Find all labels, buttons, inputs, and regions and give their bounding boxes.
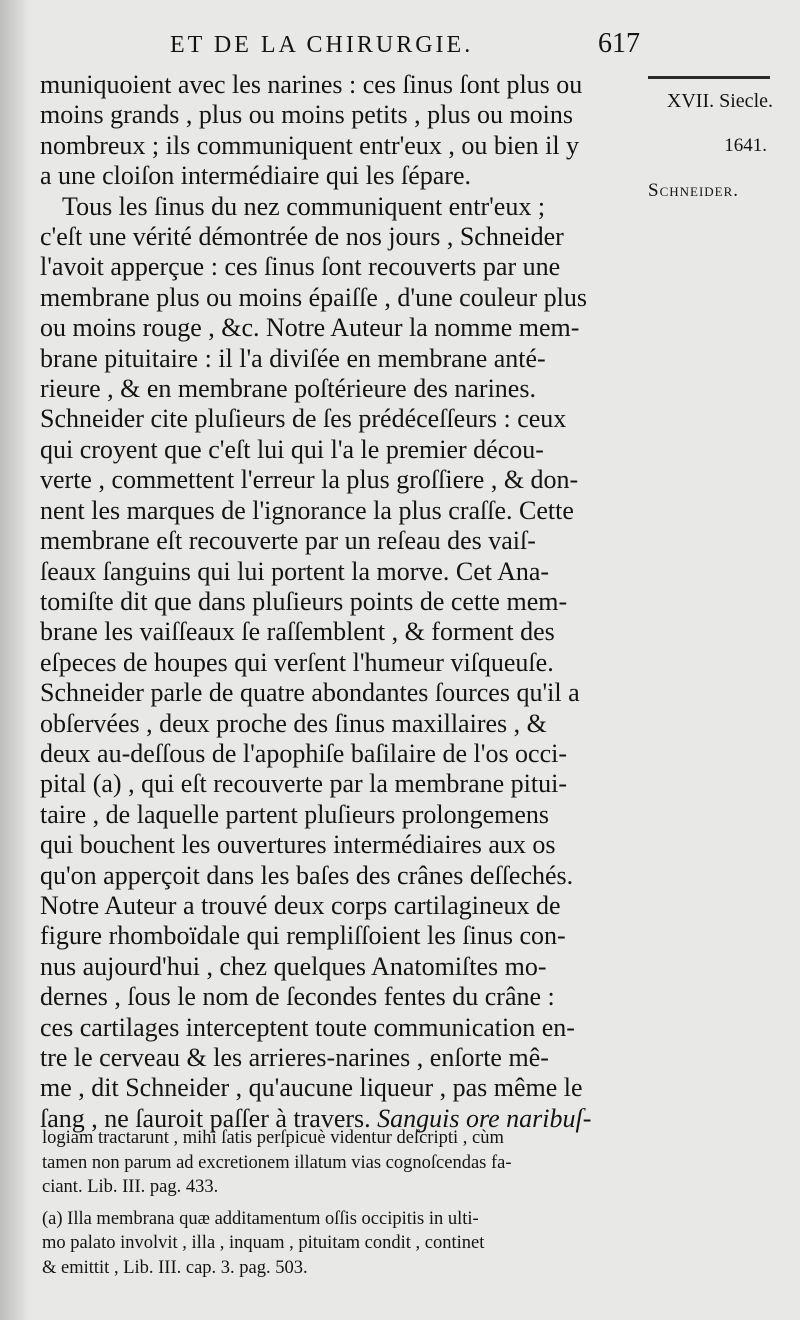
text-line: deux au-deſſous de l'apophiſe baſilaire de l'os occi-: [40, 738, 568, 768]
text-line: nombreux ; ils communiquent entr'eux , ou bien il y: [40, 130, 580, 160]
text-line: brane les vaiſſeaux ſe raſſemblent , & forment des: [40, 617, 555, 647]
text-line: ſeaux ſanguins qui lui portent la morve. Cet Ana-: [40, 556, 550, 586]
text-line: l'avoit apperçue : ces ſinus ſont recouverts par une: [40, 252, 561, 282]
text-line: moins grands , plus ou moins petits , plus ou moins: [40, 100, 574, 130]
text-line: me , dit Schneider , qu'aucune liqueur , pas même le: [40, 1073, 583, 1103]
text-line: membrane eſt recouverte par un reſeau des vaiſ-: [40, 526, 536, 556]
running-title: ET DE LA CHIRURGIE.: [170, 32, 474, 58]
text-line: verte , commettent l'erreur la plus groſſiere , & don-: [40, 465, 579, 495]
footnote-line: ciant. Lib. III. pag. 433.: [42, 1177, 219, 1197]
text-line: eſpeces de houpes qui verſent l'humeur viſqueuſe.: [40, 647, 554, 677]
margin-year: 1641.: [724, 135, 767, 156]
page-header: [40, 28, 640, 68]
footnote-line: tamen non parum ad excretionem illatum vias cognoſcendas fa-: [42, 1152, 512, 1173]
text-line: c'eſt une vérité démontrée de nos jours , Schneider: [40, 222, 564, 252]
text-line: Tous les ſinus du nez communiquent entr'eux ;: [62, 191, 546, 221]
text-line: qui bouchent les ouvertures intermédiaires aux os: [40, 830, 556, 860]
latin-quote-start: Sanguis ore naribuſ-: [377, 1103, 592, 1133]
margin-rule: [648, 76, 770, 79]
text-line: dernes , ſous le nom de ſecondes fentes du crâne :: [40, 982, 555, 1012]
text-line: taire , de laquelle partent pluſieurs prolongemens: [40, 799, 549, 829]
footnotes: [42, 1126, 647, 1280]
margin-century: XVII. Siecle.: [666, 90, 773, 112]
text-line: figure rhomboïdale qui rempliſſoient les ſinus con-: [40, 921, 566, 951]
text-line: brane pituitaire : il l'a diviſée en membrane anté-: [40, 343, 546, 373]
text-line: membrane plus ou moins épaiſſe , d'une couleur plus: [40, 282, 587, 312]
text-line: a une cloiſon intermédiaire qui les ſépare.: [40, 161, 471, 191]
text-line: nus aujourd'hui , chez quelques Anatomiſtes mo-: [40, 951, 547, 981]
text-line: qu'on apperçoit dans les baſes des crânes deſſechés.: [40, 860, 574, 890]
footnote-line: & emittit , Lib. III. cap. 3. pag. 503.: [42, 1257, 308, 1278]
text-line: rieure , & en membrane poſtérieure des narines.: [40, 374, 536, 404]
text-line: ou moins rouge , &c. Notre Auteur la nomme mem-: [40, 313, 580, 343]
footnote-line: mo palato involvit , illa , inquam , pituitam condit , continet: [42, 1233, 485, 1253]
margin-name: Schneider.: [648, 180, 740, 201]
text-line: ſang , ne ſauroit paſſer à travers.: [40, 1103, 371, 1133]
text-line: Notre Auteur a trouvé deux corps cartilagineux de: [40, 890, 561, 920]
main-text: [40, 70, 645, 1134]
page-number: 617: [598, 28, 640, 59]
text-line: qui croyent que c'eſt lui qui l'a le premier décou-: [40, 434, 544, 464]
text-line: pital (a) , qui eſt recouverte par la membrane pitui-: [40, 769, 567, 799]
text-line: obſervées , deux proche des ſinus maxillaires , &: [40, 708, 547, 738]
text-line: tre le cerveau & les arrieres-narines , enſorte mê-: [40, 1043, 549, 1072]
text-line: muniquoient avec les narines : ces ſinus ſont plus ou: [40, 70, 583, 99]
footnote-line: (a) Illa membrana quæ additamentum oſſis occipitis in ulti-: [42, 1208, 479, 1229]
text-line: Schneider cite pluſieurs de ſes prédéceſſeurs : ceux: [40, 404, 567, 434]
text-line: Schneider parle de quatre abondantes ſources qu'il a: [40, 678, 580, 708]
text-line: ces cartilages interceptent toute communication en-: [40, 1012, 575, 1042]
text-line: tomiſte dit que dans pluſieurs points de cette mem-: [40, 586, 568, 616]
text-line: nent les marques de l'ignorance la plus craſſe. Cette: [40, 495, 574, 525]
footnote-line: logiam tractarunt , mihi ſatis perſpicuè videntur deſcripti , cùm: [42, 1128, 504, 1148]
